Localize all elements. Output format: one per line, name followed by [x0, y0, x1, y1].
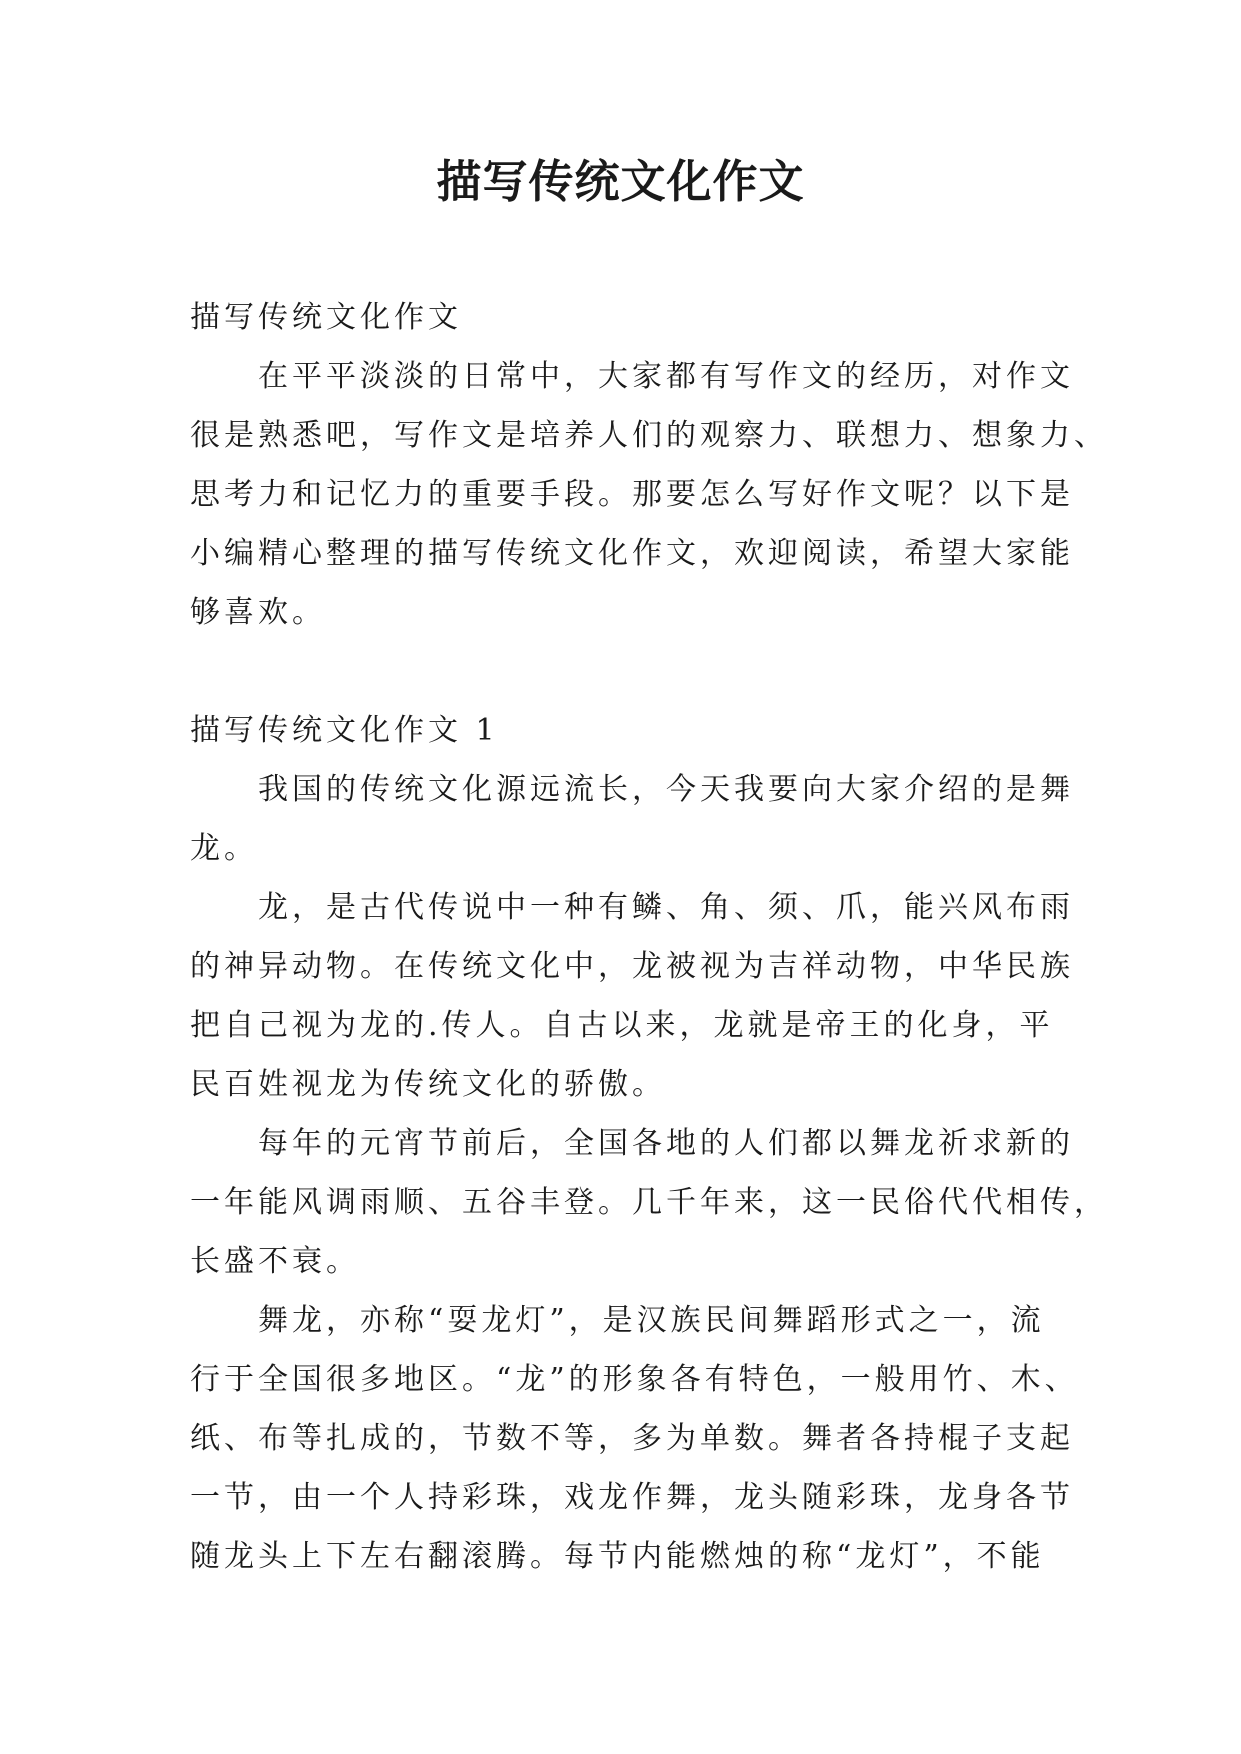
- document-body: [190, 288, 1108, 1586]
- intro-line: 小编精心整理的描写传统文化作文，欢迎阅读，希望大家能: [190, 536, 1074, 571]
- intro-line: 在平平淡淡的日常中，大家都有写作文的经历，对作文: [258, 359, 1074, 394]
- paragraph-line: 长盛不衰。: [190, 1244, 360, 1279]
- paragraph-line: 我国的传统文化源远流长，今天我要向大家介绍的是舞: [258, 772, 1074, 807]
- paragraph-line: 的神异动物。在传统文化中，龙被视为吉祥动物，中华民族: [190, 949, 1074, 984]
- intro-line: 够喜欢。: [190, 595, 326, 630]
- paragraph-line: 纸、布等扎成的，节数不等，多为单数。舞者各持棍子支起: [190, 1421, 1074, 1456]
- intro-line: 思考力和记忆力的重要手段。那要怎么写好作文呢？以下是: [190, 477, 1074, 512]
- paragraph-line: 龙，是古代传说中一种有鳞、角、须、爪，能兴风布雨: [258, 890, 1074, 925]
- paragraph-line: 随龙头上下左右翻滚腾。每节内能燃烛的称“龙灯”，不能: [190, 1539, 1045, 1574]
- essay-heading: 描写传统文化作文 1: [190, 713, 499, 748]
- paragraph-line: 龙。: [190, 831, 258, 866]
- paragraph-line: 把自己视为龙的.传人。自古以来，龙就是帝王的化身，平: [190, 1008, 1054, 1043]
- intro-heading: 描写传统文化作文: [190, 300, 462, 335]
- section-spacer: [190, 642, 1060, 701]
- paragraph-line: 一节，由一个人持彩珠，戏龙作舞，龙头随彩珠，龙身各节: [190, 1480, 1074, 1515]
- paragraph-line: 行于全国很多地区。“龙”的形象各有特色，一般用竹、木、: [190, 1362, 1079, 1397]
- paragraph-line: 每年的元宵节前后，全国各地的人们都以舞龙祈求新的: [258, 1126, 1074, 1161]
- paragraph-line: 舞龙，亦称“耍龙灯”，是汉族民间舞蹈形式之一，流: [258, 1303, 1045, 1338]
- paragraph-line: 一年能风调雨顺、五谷丰登。几千年来，这一民俗代代相传，: [190, 1185, 1108, 1220]
- document-title: 描写传统文化作文: [436, 155, 805, 208]
- intro-line: 很是熟悉吧，写作文是培养人们的观察力、联想力、想象力、: [190, 418, 1108, 453]
- paragraph-line: 民百姓视龙为传统文化的骄傲。: [190, 1067, 666, 1102]
